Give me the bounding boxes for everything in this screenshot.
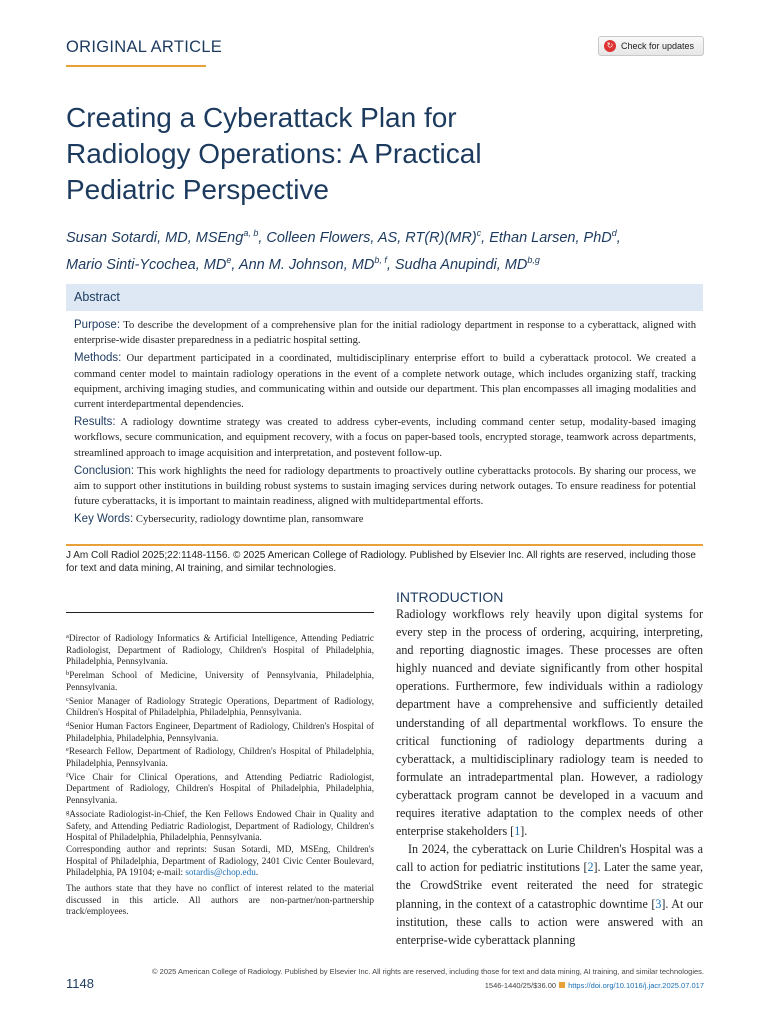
abstract-methods bbox=[74, 351, 696, 412]
abstract-body bbox=[74, 318, 696, 531]
author-affiliation[interactable]: e bbox=[226, 255, 232, 265]
page-number: 1148 bbox=[66, 976, 94, 991]
separator-square-icon bbox=[559, 982, 565, 988]
abstract-keywords bbox=[74, 512, 696, 527]
footnote bbox=[66, 694, 374, 719]
doi-link[interactable]: https://doi.org/10.1016/j.jacr.2025.07.017 bbox=[568, 981, 704, 990]
abstract-text: A radiology downtime strategy was created to address cyber-events, including command center setup, modality-based imaging workflows, secure communication, and equipment recovery, with a focus on paper-based tools, encrypted storage, teamwork across departments, streamlined approach to image acquisition and interpretation, and postevent follow-up. bbox=[74, 417, 696, 459]
title-line: Radiology Operations: A Practical bbox=[66, 138, 482, 169]
author-affiliation[interactable]: a, b bbox=[243, 228, 259, 238]
corresponding-author bbox=[66, 844, 374, 879]
corresponding-text: Corresponding author and reprints: Susan Sotardi, MD, MSEng, Children's Hospital of Philadelphia, Department of Radiology, 2401 Civic Center Boulevard, Philadelphia, PA 19104; e-mail: bbox=[66, 843, 374, 878]
article-title bbox=[66, 100, 626, 208]
introduction-heading: INTRODUCTION bbox=[396, 589, 504, 605]
author-name: Ann M. Johnson, MD bbox=[238, 257, 375, 273]
footnote-text: Perelman School of Medicine, University of Pennsylvania, Philadelphia, Pennsylvania. bbox=[66, 670, 374, 692]
intro-text: In 2024, the cyberattack on Lurie Children's Hospital was a call to action for pediatric institutions [ bbox=[396, 842, 703, 875]
reference-link[interactable]: 2 bbox=[587, 860, 594, 875]
footnote-marker: e bbox=[66, 746, 69, 754]
abstract-text: To describe the development of a comprehensive plan for the initial radiology department in response to a cyberattack, aligned with enterprise-wide disaster preparedness in a pediatric hospital setting. bbox=[74, 320, 696, 347]
abstract-label: Purpose: bbox=[74, 319, 121, 331]
check-for-updates-button[interactable] bbox=[598, 36, 704, 56]
reference-link[interactable]: 1 bbox=[514, 824, 521, 839]
footnote bbox=[66, 807, 374, 844]
footnote-text: Associate Radiologist-in-Chief, the Ken Fellows Endowed Chair in Quality and Safety, and Attending Pediatric Radiologist, Department of Radiology, Children's Hospital of Philadelphia, Philadelphia, Pennsylvania. bbox=[66, 808, 374, 843]
footnote-marker: a bbox=[66, 633, 69, 640]
abstract-conclusion bbox=[74, 464, 696, 510]
author-list: Susan Sotardi, MD, MSEng$^{a, b}$, Colleen Flowers, AS, RT(R)(MR)$^c$, Ethan Larsen, PhD$^d$, Mario Sinti-Ycochea, MDe, Ann M. Johnson, MD$^{b, f}$, Sudha Anupindi, MD$^{b,g}$ bbox=[66, 228, 621, 273]
author-name: Ethan Larsen, PhD bbox=[489, 230, 612, 246]
author-name: Mario Sinti-Ycochea, MD bbox=[66, 257, 227, 273]
footer-doi-line bbox=[485, 981, 704, 990]
footnote-text: Research Fellow, Department of Radiology, Children's Hospital of Philadelphia, Philadelphia, Pennsylvania. bbox=[66, 746, 374, 769]
abstract-text: Cybersecurity, radiology downtime plan, ransomware bbox=[135, 514, 364, 526]
section-label: ORIGINAL ARTICLE bbox=[66, 38, 223, 56]
footnote-marker: c bbox=[66, 695, 69, 703]
title-line: Pediatric Perspective bbox=[66, 174, 330, 205]
footnote bbox=[66, 770, 374, 807]
conflict-statement: The authors state that they have no conflict of interest related to the material discussed in this article. All authors are non-partner/non-partnership track/employees. bbox=[66, 883, 374, 917]
footnote-divider bbox=[66, 612, 374, 613]
email-link[interactable]: sotardis@chop.edu bbox=[185, 867, 256, 878]
footnote bbox=[66, 719, 374, 744]
abstract-label: Key Words: bbox=[74, 513, 134, 526]
author-name: Colleen Flowers, AS, RT(R)(MR) bbox=[266, 230, 477, 246]
abstract-text: This work highlights the need for radiology departments to proactively outline cyberattacks protocols. By sharing our process, we aim to support other institutions in building robust systems to sustain imaging services during network outages. To ensure readiness for potential future cyberattacks, it is important to maintain readiness, aligned with multidepartmental efforts. bbox=[74, 465, 696, 508]
intro-text: ]. At our institution, these calls to action were answered with an enterprise-wide cyberattack planning bbox=[396, 896, 703, 947]
footnote-marker: g bbox=[66, 808, 70, 816]
abstract-text: Our department participated in a coordinated, multidisciplinary enterprise effort to build a cyberattack protocol. We created a command center model to maintain radiology operations in the event of a complete network outage, which includes organizing staff, tracking equipment, archiving imaging studies, and communicating within and outside our department. This plan encompasses all imaging modalities and current interdepartmental dependencies. bbox=[74, 353, 696, 411]
intro-text: ]. Later the same year, the CrowdStrike event reiterated the need for strategic planning, in the context of a catastrophic downtime [ bbox=[396, 860, 703, 911]
title-line: Creating a Cyberattack Plan for bbox=[66, 102, 457, 133]
footnote-text: Vice Chair for Clinical Operations, and Attending Pediatric Radiologist, Department of Radiology, Children's Hospital of Philadelphia, Philadelphia, Pennsylvania. bbox=[66, 771, 374, 806]
footnote-text: Senior Manager of Radiology Strategic Operations, Department of Radiology, Children's Hospital of Philadelphia, Philadelphia, Pennsylvania. bbox=[66, 695, 374, 718]
abstract-label: Conclusion: bbox=[74, 464, 135, 477]
abstract-results bbox=[74, 415, 696, 461]
footnote-marker: d bbox=[66, 720, 70, 728]
author-affiliation[interactable]: b, f bbox=[374, 255, 387, 265]
intro-text: Radiology workflows rely heavily upon digital systems for every step in the process of ordering, acquiring, interpreting, and reporting diagnostic images. These processes are often highly nuanced and deviate significantly from other hospital operations. Furthermore, few individuals within a radiology department have a comprehensive and sufficiently detailed understanding of all departmental workflows. To ensure the critical functioning of radiology departments during a cyberattack, a multidisciplinary radiology team is needed to formulate an intradepartmental plan. However, a radiology cyberattack program cannot be developed in a vacuum and requires iterative adaptation to the complex needs of other enterprise stakeholders [ bbox=[396, 607, 703, 839]
abstract-heading: Abstract bbox=[66, 284, 703, 311]
intro-paragraph bbox=[396, 840, 703, 949]
corresponding-end: . bbox=[255, 867, 259, 878]
abstract-label: Results: bbox=[74, 416, 116, 429]
abstract-purpose bbox=[74, 318, 696, 348]
author-affiliation[interactable]: c bbox=[476, 228, 482, 238]
abstract-divider bbox=[66, 544, 703, 546]
footer-copyright: © 2025 American College of Radiology. Published by Elsevier Inc. All rights are reserved, including those for text and data mining, AI training, and similar technologies. bbox=[152, 967, 704, 976]
footnote bbox=[66, 631, 374, 668]
abstract-label: Methods: bbox=[74, 352, 122, 365]
author-name: Sudha Anupindi, MD bbox=[394, 257, 528, 273]
footnote-marker: f bbox=[66, 771, 69, 779]
intro-text: ]. bbox=[520, 824, 528, 839]
citation-line: J Am Coll Radiol 2025;22:1148-1156. © 2025 American College of Radiology. Published by Elsevier Inc. All rights are reserved, including those for text and data mining, AI training, and similar technologies. bbox=[66, 550, 696, 574]
author-affiliation[interactable]: b,g bbox=[527, 255, 540, 265]
footnote-marker: b bbox=[66, 670, 70, 678]
footnote-text: Senior Human Factors Engineer, Department of Radiology, Children's Hospital of Philadelphia, Philadelphia, Pennsylvania. bbox=[66, 720, 374, 743]
footnote bbox=[66, 744, 374, 769]
author-name: Susan Sotardi, MD, MSEng bbox=[66, 230, 244, 246]
update-check-icon: ↻ bbox=[604, 40, 616, 52]
check-for-updates-label: Check for updates bbox=[621, 41, 695, 51]
introduction-body bbox=[396, 605, 703, 949]
footnote bbox=[66, 668, 374, 693]
reference-link[interactable]: 3 bbox=[655, 896, 662, 911]
affiliation-footnotes bbox=[66, 631, 374, 918]
section-divider bbox=[66, 65, 206, 67]
issn-text: 1546-1440/25/$36.00 bbox=[484, 981, 557, 990]
author-affiliation[interactable]: d bbox=[611, 228, 617, 238]
intro-paragraph bbox=[396, 605, 703, 840]
footnote-text: Director of Radiology Informatics & Artificial Intelligence, Attending Pediatric Radiologist, Department of Radiology, Children's Hospital of Philadelphia, Philadelphia, Pennsylvania. bbox=[66, 633, 374, 667]
